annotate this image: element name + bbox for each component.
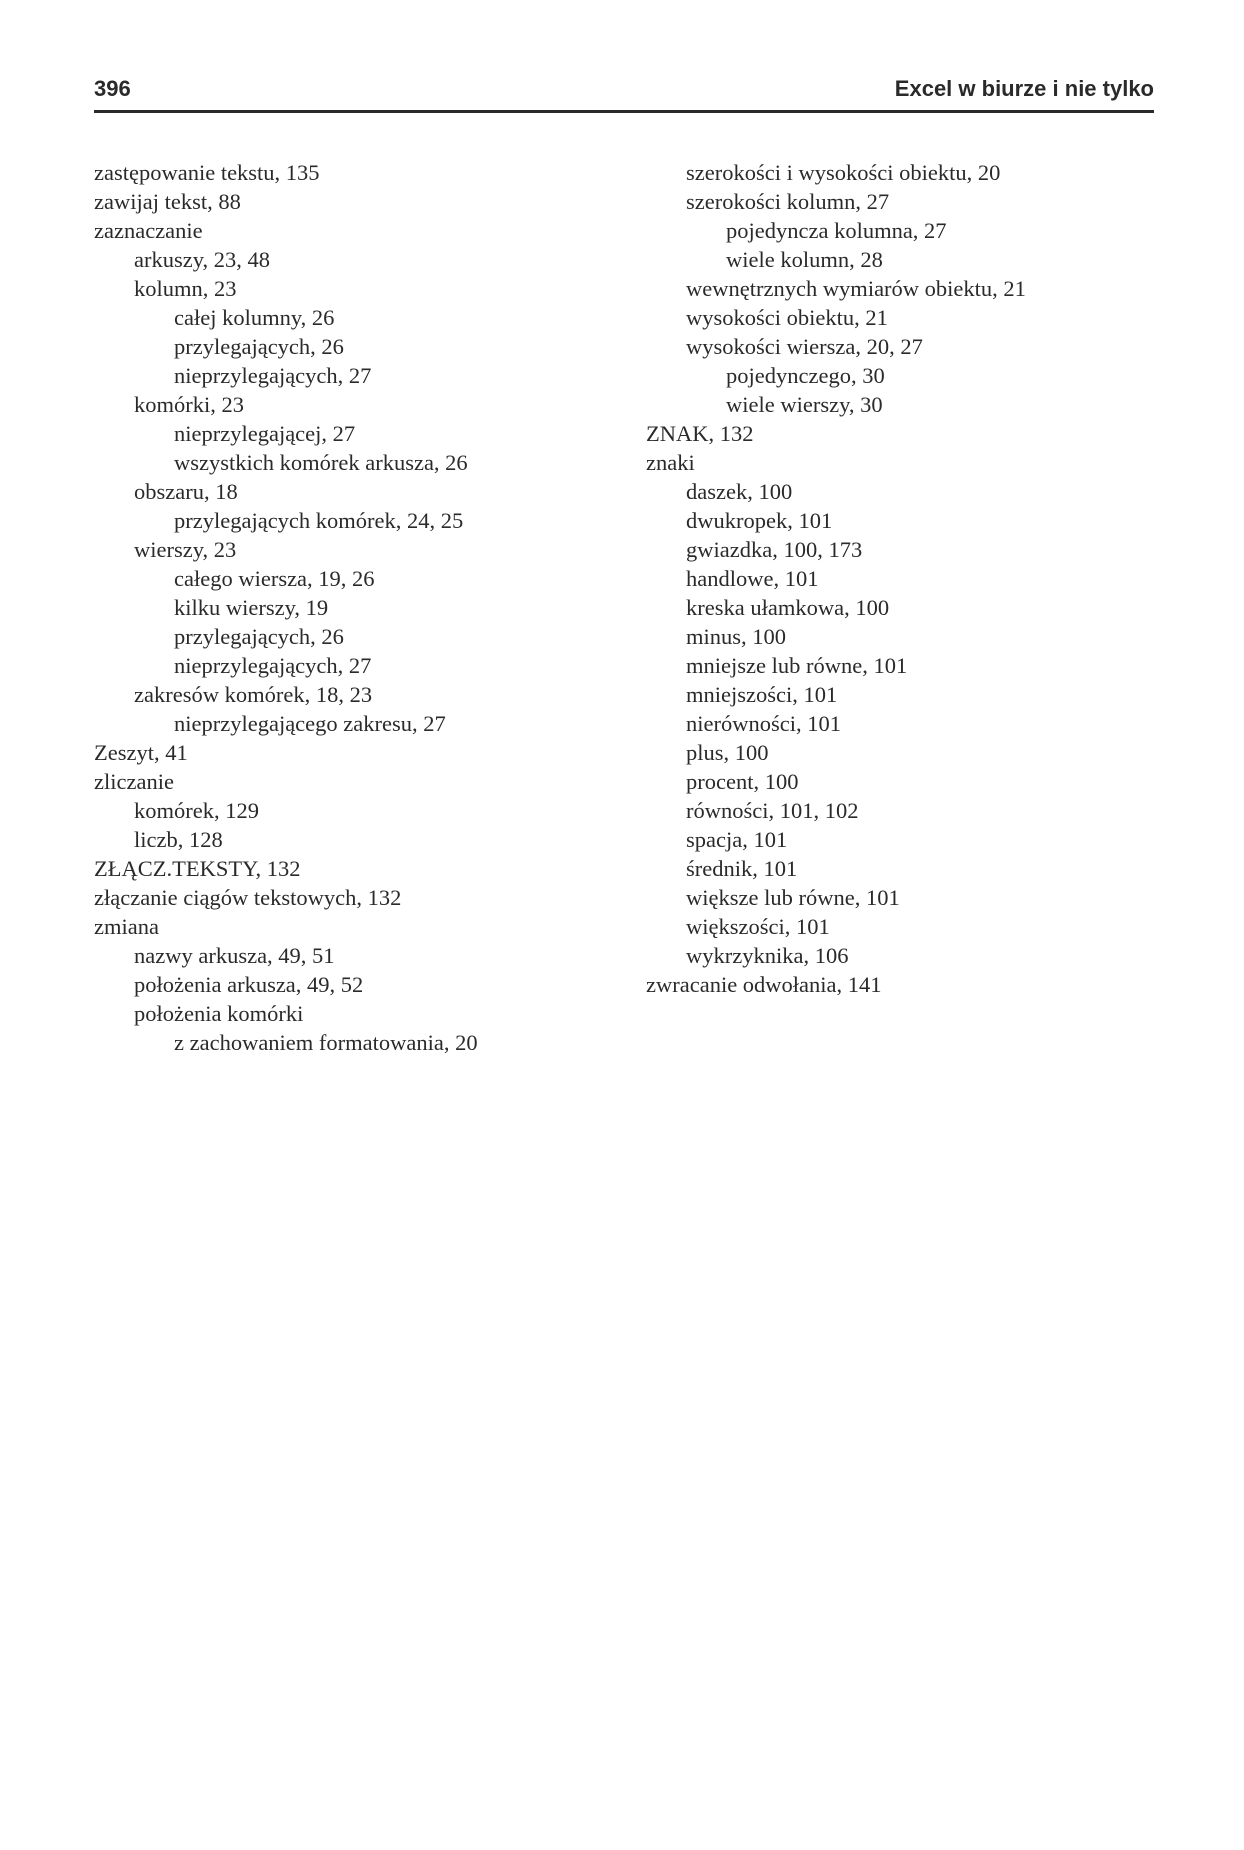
index-entry: kreska ułamkowa, 100 [686,595,890,620]
index-entry: nieprzylegających, 27 [174,653,372,678]
index-entry: pojedyncza kolumna, 27 [726,218,947,243]
index-entry: wierszy, 23 [134,537,237,562]
index-column-left [94,158,614,1057]
index-entry: ZŁĄCZ.TEKSTY, 132 [94,856,301,881]
index-entry: liczb, 128 [134,827,223,852]
index-entry: znaki [646,450,695,475]
index-entry: nieprzylegającej, 27 [174,421,356,446]
index-entry: wewnętrznych wymiarów obiektu, 21 [686,276,1026,301]
index-entry: minus, 100 [686,624,787,649]
index-entry: mniejszości, 101 [686,682,838,707]
index-entry: równości, 101, 102 [686,798,859,823]
index-entry: zawijaj tekst, 88 [94,189,241,214]
index-entry: nierówności, 101 [686,711,841,736]
index-entry: przylegających komórek, 24, 25 [174,508,464,533]
index-entry: zastępowanie tekstu, 135 [94,160,320,185]
index-entry: zakresów komórek, 18, 23 [134,682,373,707]
index-column-right [646,158,1166,999]
index-entry: położenia komórki [134,1001,304,1026]
index-entry: szerokości kolumn, 27 [686,189,890,214]
index-entry: wiele wierszy, 30 [726,392,883,417]
index-entry: wiele kolumn, 28 [726,247,883,272]
index-entry: kolumn, 23 [134,276,237,301]
index-entry: złączanie ciągów tekstowych, 132 [94,885,402,910]
index-entry: zwracanie odwołania, 141 [646,972,882,997]
index-entry: całego wiersza, 19, 26 [174,566,375,591]
index-entry: przylegających, 26 [174,334,344,359]
index-entry: wszystkich komórek arkusza, 26 [174,450,468,475]
index-entry: obszaru, 18 [134,479,238,504]
index-entry: handlowe, 101 [686,566,819,591]
index-entry: procent, 100 [686,769,799,794]
index-entry: położenia arkusza, 49, 52 [134,972,364,997]
index-entry: wykrzyknika, 106 [686,943,849,968]
index-entry: zaznaczanie [94,218,203,243]
index-entry: z zachowaniem formatowania, 20 [174,1030,478,1055]
index-entry: mniejsze lub równe, 101 [686,653,908,678]
index-entry: przylegających, 26 [174,624,344,649]
index-entry: wysokości obiektu, 21 [686,305,888,330]
index-entry: Zeszyt, 41 [94,740,188,765]
index-entry: nieprzylegających, 27 [174,363,372,388]
index-entry: spacja, 101 [686,827,788,852]
index-entry: średnik, 101 [686,856,798,881]
index-entry: komórek, 129 [134,798,259,823]
index-entry: zmiana [94,914,159,939]
index-entry: pojedynczego, 30 [726,363,885,388]
index-entry: komórki, 23 [134,392,244,417]
index-entry: zliczanie [94,769,174,794]
index-entry: większe lub równe, 101 [686,885,900,910]
running-title: Excel w biurze i nie tylko [894,76,1154,101]
index-entry: większości, 101 [686,914,830,939]
index-entry: nazwy arkusza, 49, 51 [134,943,335,968]
index-entry: całej kolumny, 26 [174,305,335,330]
index-entry: arkuszy, 23, 48 [134,247,271,272]
index-entry: dwukropek, 101 [686,508,833,533]
index-entry: szerokości i wysokości obiektu, 20 [686,160,1001,185]
index-entry: gwiazdka, 100, 173 [686,537,863,562]
index-entry: kilku wierszy, 19 [174,595,329,620]
index-entry: plus, 100 [686,740,769,765]
page-number: 396 [94,76,131,101]
index-entry: ZNAK, 132 [646,421,754,446]
index-entry: wysokości wiersza, 20, 27 [686,334,923,359]
page-header [94,70,1154,113]
index-entry: daszek, 100 [686,479,793,504]
index-entry: nieprzylegającego zakresu, 27 [174,711,446,736]
